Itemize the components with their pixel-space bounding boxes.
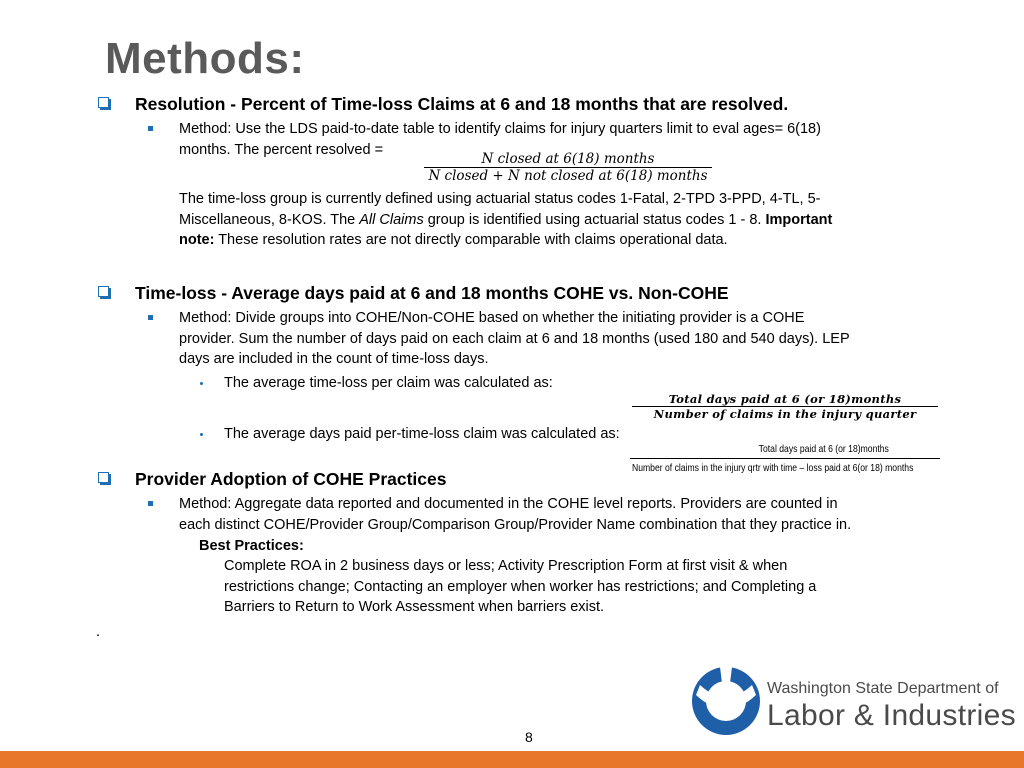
checkbox-bullet-icon bbox=[98, 286, 109, 297]
bullet-average-days-paid: The average days paid per-time-loss claim was calculated as: bbox=[224, 426, 620, 442]
square-bullet-icon bbox=[148, 501, 153, 506]
checkbox-bullet-icon bbox=[98, 97, 109, 108]
section-heading-provider-adoption: Provider Adoption of COHE Practices bbox=[135, 469, 447, 489]
logo-line-1: Washington State Department of bbox=[767, 680, 999, 697]
square-bullet-icon bbox=[148, 126, 153, 131]
bullet-average-time-loss: The average time-loss per claim was calculated as: bbox=[224, 375, 553, 391]
best-practices-label: Best Practices: bbox=[199, 538, 304, 554]
formula-percent-resolved: N closed at 6(18) months N closed + N not closed at 6(18) months bbox=[424, 151, 712, 184]
section-heading-time-loss: Time-loss - Average days paid at 6 and 18 months COHE vs. Non-COHE bbox=[135, 283, 729, 303]
method-text: Method: Use the LDS paid-to-date table to identify claims for injury quarters limit to eval ages= 6(18) months. The percent resolved = bbox=[179, 121, 821, 158]
dot-bullet-icon bbox=[200, 433, 203, 436]
dot-bullet-icon bbox=[200, 382, 203, 385]
formula-average-time-loss: Total days paid at 6 (or 18)months Number of claims in the injury quarter bbox=[632, 392, 938, 421]
checkbox-bullet-icon bbox=[98, 472, 109, 483]
footer-bar bbox=[0, 751, 1024, 768]
logo-line-2: Labor & Industries bbox=[767, 699, 1016, 732]
stray-period: . bbox=[96, 624, 101, 640]
lni-logo-icon bbox=[690, 665, 762, 737]
page-title: Methods: bbox=[105, 34, 305, 83]
section-heading-resolution: Resolution - Percent of Time-loss Claims at 6 and 18 months that are resolved. bbox=[135, 94, 789, 114]
method-text: Method: Aggregate data reported and documented in the COHE level reports. Providers are counted in each distinct COHE/Provider Group/Comparison Group/Provider Name combination that they practice in. bbox=[179, 496, 852, 533]
time-loss-definition-paragraph: The time-loss group is currently defined using actuarial status codes 1-Fatal, 2-TPD 3-PPD, 4-TL, 5- Miscellaneous, 8-KOS. The All Claims group is identified using actuarial status codes 1 - 8. Important note: These resolution rates are not directly comparable with claims operational data. bbox=[179, 191, 833, 248]
method-text: Method: Divide groups into COHE/Non-COHE based on whether the initiating provider is a COHE provider. Sum the number of days paid on each claim at 6 and 18 months (used 180 and 540 days). LEP days are included in the count of time-loss days. bbox=[179, 310, 850, 367]
formula-average-days-paid: Total days paid at 6 (or 18)months Number of claims in the injury qrtr with time – loss paid at 6(or 18) months bbox=[630, 443, 940, 474]
best-practices-text: Complete ROA in 2 business days or less; Activity Prescription Form at first visit & when restrictions change; Contacting an employer when worker has restrictions; and Completing a Barriers to Return to Work Assessment when barriers exist. bbox=[224, 558, 817, 615]
square-bullet-icon bbox=[148, 315, 153, 320]
page-number: 8 bbox=[525, 729, 533, 745]
